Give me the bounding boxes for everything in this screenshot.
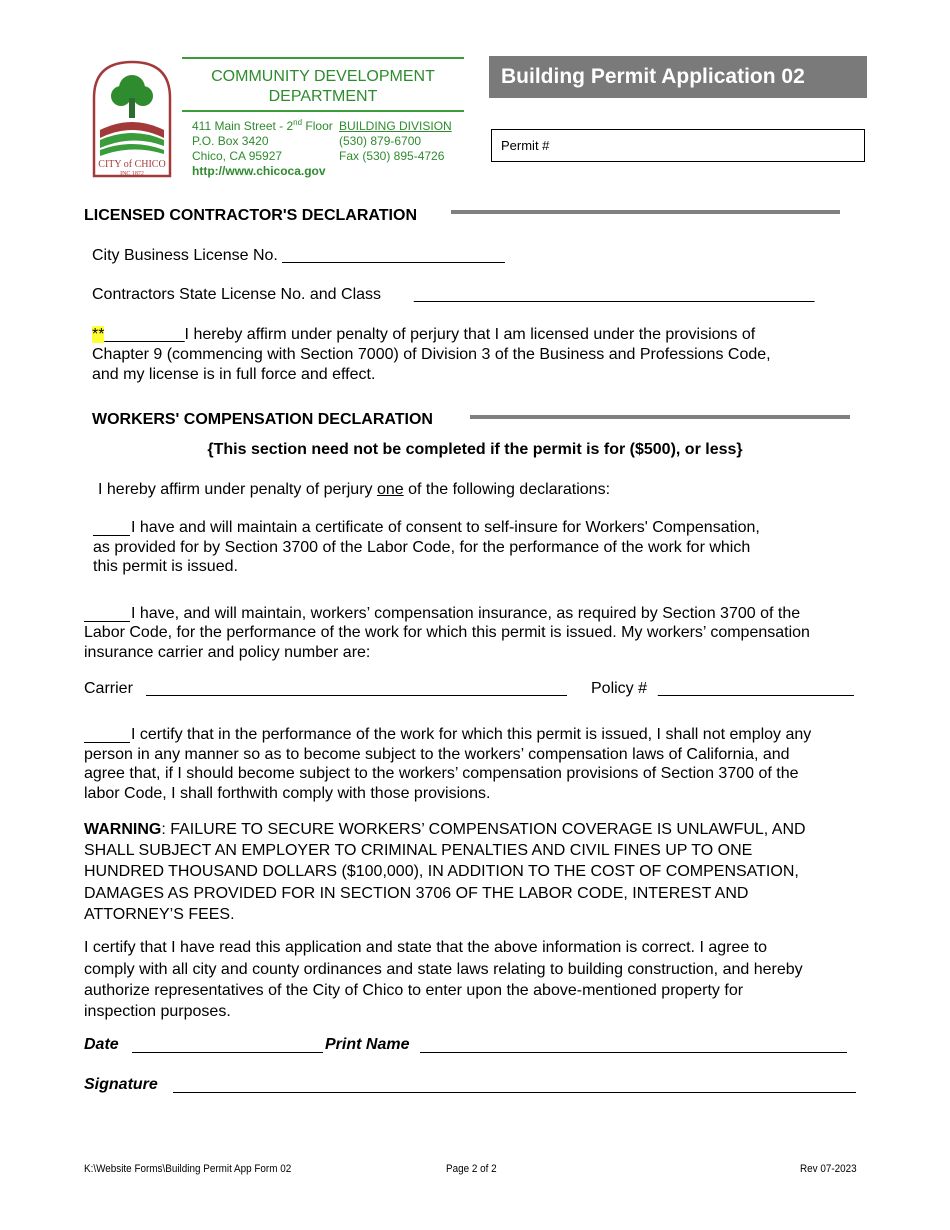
- contractor-heading-rule: [451, 210, 840, 214]
- workers-comp-intro: I hereby affirm under penalty of perjury one of the following declarations:: [98, 481, 611, 498]
- self-insure-option-line2: as provided for by Section 3700 of the Labor Code, for the performance of the work for which: [93, 539, 751, 556]
- warning-line4: DAMAGES AS PROVIDED FOR IN SECTION 3706 OF THE LABOR CODE, INTEREST AND: [84, 885, 749, 902]
- permit-number-field[interactable]: [491, 129, 865, 162]
- footer-page-number: Page 2 of 2: [446, 1163, 497, 1175]
- state-license-field[interactable]: _____________________________________________: [414, 286, 815, 303]
- insurance-checkbox-line[interactable]: [84, 621, 130, 622]
- signature-field[interactable]: [173, 1092, 856, 1093]
- city-business-license-field[interactable]: City Business License No. _________________________: [92, 247, 505, 264]
- self-insure-checkbox-line[interactable]: [93, 535, 130, 536]
- self-insure-option-line1: I have and will maintain a certificate of consent to self-insure for Workers' Compensation,: [131, 519, 760, 536]
- policy-label: Policy #: [591, 680, 648, 697]
- no-employees-checkbox-line[interactable]: [84, 742, 130, 743]
- warning-line5: ATTORNEY’S FEES.: [84, 906, 235, 923]
- department-top-rule: [182, 57, 464, 59]
- insurance-option-line3: insurance carrier and policy number are:: [84, 644, 371, 661]
- print-name-field[interactable]: [420, 1052, 847, 1053]
- insurance-option-line2: Labor Code, for the performance of the work for which this permit is issued. My workers’ compensation: [84, 624, 810, 641]
- contractor-declaration-heading: LICENSED CONTRACTOR'S DECLARATION: [84, 207, 417, 224]
- license-affirmation-line1: **_________I hereby affirm under penalty of perjury that I am licensed under the provisions of: [92, 326, 756, 343]
- carrier-field[interactable]: [146, 695, 567, 696]
- print-name-label: Print Name: [325, 1036, 410, 1053]
- department-bottom-rule: [182, 110, 464, 112]
- insurance-option-line1: I have, and will maintain, workers’ compensation insurance, as required by Section 3700 of the: [131, 605, 801, 622]
- highlight-marker: **: [92, 326, 105, 343]
- form-title-banner: Building Permit Application 02: [489, 56, 867, 98]
- workers-comp-note: {This section need not be completed if the permit is for ($500), or less}: [207, 441, 743, 458]
- department-title: COMMUNITY DEVELOPMENT DEPARTMENT: [211, 68, 435, 105]
- signature-label: Signature: [84, 1076, 158, 1093]
- carrier-label: Carrier: [84, 680, 133, 697]
- certification-line1: I certify that I have read this application and state that the above information is correct. I agree to: [84, 939, 768, 956]
- self-insure-option-line3: this permit is issued.: [93, 558, 238, 575]
- date-label: Date: [84, 1036, 119, 1053]
- no-employees-option-line3: agree that, if I should become subject to the workers’ compensation provisions of Section 3700 of the: [84, 765, 799, 782]
- certification-line2: comply with all city and county ordinances and state laws relating to building construction, and hereby: [84, 961, 803, 978]
- division-phone: (530) 879-6700: [339, 134, 422, 148]
- svg-text:INC 1872: INC 1872: [120, 171, 144, 177]
- footer-file-path: K:\Website Forms\Building Permit App Form 02: [84, 1163, 292, 1175]
- permit-number-label: Permit #: [501, 138, 550, 153]
- building-division-label: BUILDING DIVISION: [339, 119, 452, 133]
- certification-line3: authorize representatives of the City of Chico to enter upon the above-mentioned property for: [84, 982, 744, 999]
- warning-line3: HUNDRED THOUSAND DOLLARS ($100,000), IN ADDITION TO THE COST OF COMPENSATION,: [84, 863, 799, 880]
- website-link[interactable]: http://www.chicoca.gov: [192, 164, 326, 178]
- license-affirmation-line2: Chapter 9 (commencing with Section 7000) of Division 3 of the Business and Professions Code,: [92, 346, 771, 363]
- division-fax: Fax (530) 895-4726: [339, 149, 445, 163]
- state-license-label: Contractors State License No. and Class: [92, 286, 382, 303]
- workers-comp-heading-rule: [470, 415, 850, 419]
- policy-number-field[interactable]: ______________________: [658, 680, 854, 697]
- license-affirmation-blank[interactable]: _________: [104, 326, 185, 343]
- no-employees-option-line4: labor Code, I shall forthwith comply with those provisions.: [84, 785, 491, 802]
- workers-comp-heading: WORKERS' COMPENSATION DECLARATION: [92, 411, 433, 428]
- no-employees-option-line1: I certify that in the performance of the work for which this permit is issued, I shall not employ any: [131, 726, 812, 743]
- footer-revision: Rev 07-2023: [800, 1163, 857, 1175]
- date-field[interactable]: [132, 1052, 323, 1053]
- no-employees-option-line2: person in any manner so as to become subject to the workers’ compensation laws of California, and: [84, 746, 790, 763]
- warning-line1: WARNING: FAILURE TO SECURE WORKERS’ COMPENSATION COVERAGE IS UNLAWFUL, AND: [84, 821, 806, 838]
- warning-label: WARNING: [84, 821, 162, 838]
- address-street: 411 Main Street - 2nd Floor: [192, 118, 333, 133]
- warning-line2: SHALL SUBJECT AN EMPLOYER TO CRIMINAL PENALTIES AND CIVIL FINES UP TO ONE: [84, 842, 753, 859]
- svg-text:CITY of CHICO: CITY of CHICO: [98, 159, 166, 170]
- address-city: Chico, CA 95927: [192, 149, 283, 163]
- city-of-chico-logo: [86, 58, 178, 178]
- certification-line4: inspection purposes.: [84, 1003, 231, 1020]
- license-affirmation-line3: and my license is in full force and effect.: [92, 366, 376, 383]
- address-po-box: P.O. Box 3420: [192, 134, 269, 148]
